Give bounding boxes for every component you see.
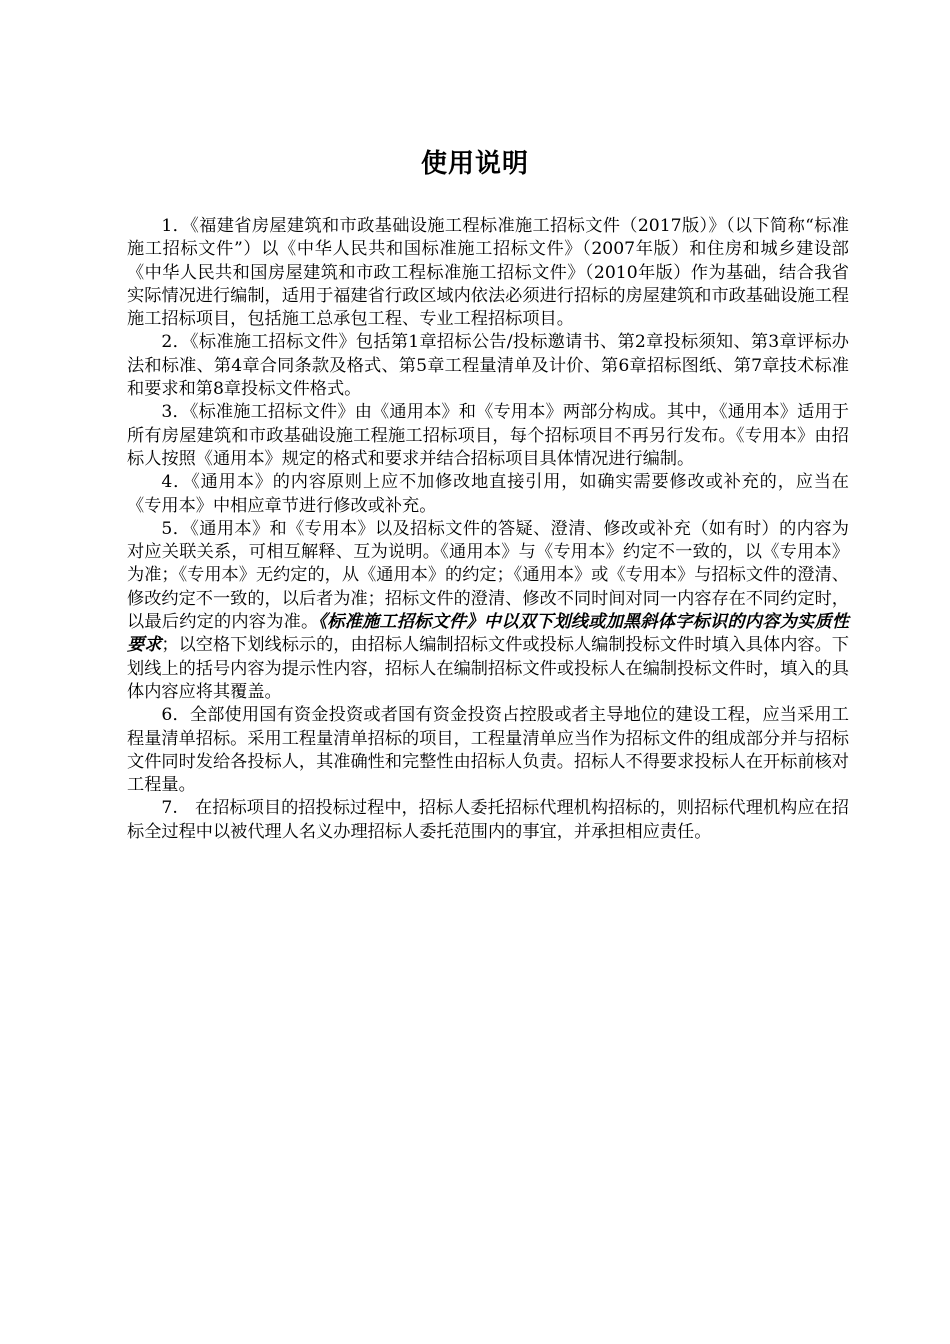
paragraph-3: 3．《标准施工招标文件》由《通用本》和《专用本》两部分构成。其中，《通用本》适用于所有房屋建筑和市政基础设施工程施工招标项目，每个招标项目不再另行发布。《专用本》由招标人按照《通用本》规定的格式和要求并结合招标项目具体情况进行编制。 xyxy=(127,402,849,469)
paragraph-6: 6．全部使用国有资金投资或者国有资金投资占控股或者主导地位的建设工程，应当采用工程量清单招标。采用工程量清单招标的项目，工程量清单应当作为招标文件的组成部分并与招标文件同时发给各投标人，其准确性和完整性由招标人负责。招标人不得要求投标人在开标前核对工程量。 xyxy=(127,705,849,796)
paragraph-7: 7. 在招标项目的招投标过程中，招标人委托招标代理机构招标的，则招标代理机构应在招标全过程中以被代理人名义办理招标人委托范围内的事宜，并承担相应责任。 xyxy=(127,798,849,842)
page-title: 使用说明 xyxy=(420,149,529,179)
paragraph-4: 4．《通用本》的内容原则上应不加修改地直接引用，如确实需要修改或补充的，应当在《专用本》中相应章节进行修改或补充。 xyxy=(127,472,849,516)
paragraph-5-text-b: ；以空格下划线标示的，由招标人编制招标文件或投标人编制投标文件时填入具体内容。下划线上的括号内容为提示性内容，招标人在编制招标文件或投标人在编制投标文件时，填入的具体内容应将其覆盖。 xyxy=(127,635,849,702)
instructions-body xyxy=(127,215,849,844)
paragraph-1: 1．《福建省房屋建筑和市政基础设施工程标准施工招标文件（2017版）》（以下简称“标准施工招标文件”）以《中华人民共和国标准施工招标文件》（2007年版）和住房和城乡建设部《中华人民共和国房屋建筑和市政工程标准施工招标文件》（2010年版）作为基础，结合我省实际情况进行编制，适用于福建省行政区域内依法必须进行招标的房屋建筑和市政基础设施工程施工招标项目，包括施工总承包工程、专业工程招标项目。 xyxy=(127,216,849,330)
paragraph-2: 2．《标准施工招标文件》包括第1章招标公告/投标邀请书、第2章投标须知、第3章评标办法和标准、第4章合同条款及格式、第5章工程量清单及计价、第6章招标图纸、第7章技术标准和要求和第8章投标文件格式。 xyxy=(127,332,849,400)
paragraph-5 xyxy=(127,518,849,704)
substantive-requirement-emphasis: 《标准施工招标文件》中以双下划线或加黑斜体字标识的内容为实质性要求 xyxy=(127,612,849,656)
paragraph-5-text-a: 5．《通用本》和《专用本》以及招标文件的答疑、澄清、修改或补充（如有时）的内容为对应关联关系，可相互解释、互为说明。《通用本》与《专用本》约定不一致的，以《专用本》为准；《专用本》无约定的，从《通用本》的约定；《通用本》或《专用本》与招标文件的澄清、修改约定不一致的，以后者为准；招标文件的澄清、修改不同时间对同一内容存在不同约定时，以最后约定的内容为准。 xyxy=(127,518,849,633)
